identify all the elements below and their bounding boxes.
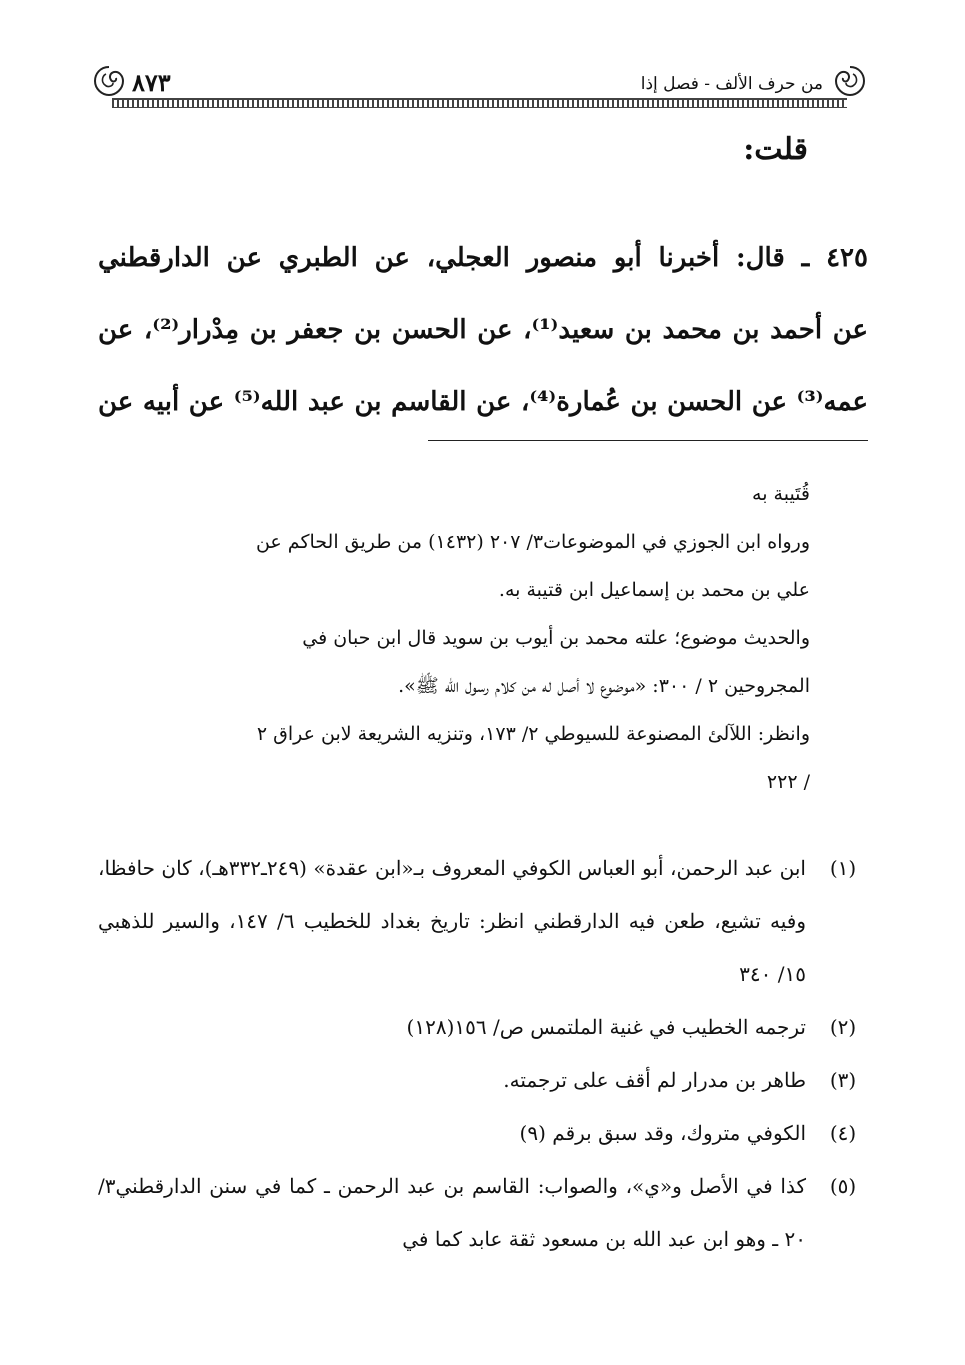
main-line: ٤٢٥ ـ قال: أخبرنا أبو منصور العجلي، عن الطبري عن الدارقطني [98,243,868,273]
footnote-text: طاهر بن مدرار لم أقف على ترجمته. [503,1068,806,1092]
note-line: علي بن محمد بن إسماعيل ابن قتيبة به. [498,579,810,601]
footnote-number: (٤) [829,1121,857,1145]
header-rule [112,98,847,108]
footnote [98,1001,868,1054]
page-header [92,62,867,106]
footnote-number: (١) [829,856,857,880]
footnote [98,842,868,1001]
main-line: عمه⁽³⁾ عن الحسن بن عُمارة⁽⁴⁾، عن القاسم بن عبد الله⁽⁵⁾ عن أبيه عن [98,387,868,417]
footnote-number: (٣) [829,1068,857,1092]
note-line: والحديث موضوع؛ علته محمد بن أيوب بن سويد قال ابن حبان في [302,627,810,649]
footnote [98,1160,868,1266]
ornament-icon [833,64,867,98]
note-line: المجروحين ٢ / ٣٠٠: «موضوع لا أصل له من كلام رسول الله ﷺ». [398,675,810,697]
note-line: قُتَيبة به [752,483,810,505]
section-heading: قلت: [743,132,808,167]
main-line: عن أحمد بن محمد بن سعيد⁽¹⁾، عن الحسن بن جعفر بن مِدْرار⁽²⁾، عن [98,315,868,345]
footnote-text: ابن عبد الرحمن، أبو العباس الكوفي المعروف بـ«ابن عقدة» (٢٤٩ـ٣٣٢هـ)، كان حافظا، وفيه تشيع، طعن فيه الدارقطني انظر: تاريخ بغداد للخطيب ٦/ ١٤٧، والسير للذهبي ١٥/ ٣٤٠ [98,856,806,986]
note-line: / ٢٢٢ [766,771,810,793]
footnote-text: ترجمه الخطيب في غنية الملتمس ص/ ١٥٦(١٢٨) [406,1015,806,1039]
footnotes [98,842,868,1266]
footnote-text: الكوفي متروك، وقد سبق برقم (٩) [519,1121,806,1145]
footnote-number: (٢) [829,1015,857,1039]
continued-footnote [95,470,810,806]
footnote-separator [428,440,868,441]
footnote-number: (٥) [829,1174,857,1198]
running-title: من حرف الألف - فصل إذا [640,74,823,94]
note-line: وانظر: اللآلئ المصنوعة للسيوطي ٢/ ١٧٣، وتنزيه الشريعة لابن عراق ٢ [256,723,810,745]
note-line: ورواه ابن الجوزي في الموضوعات٣/ ٢٠٧ (١٤٣٢) من طريق الحاكم عن [255,531,810,553]
ornament-icon [92,64,126,98]
page-number: ٨٧٣ [132,68,171,97]
footnote-text: كذا في الأصل و«ي»، والصواب: القاسم بن عبد الرحمن ـ كما في سنن الدارقطني٣/ ٢٠ ـ وهو ابن عبد الله بن مسعود ثقة عابد كما في [98,1174,806,1251]
footnote [98,1107,868,1160]
footnote [98,1054,868,1107]
main-text [98,222,868,438]
